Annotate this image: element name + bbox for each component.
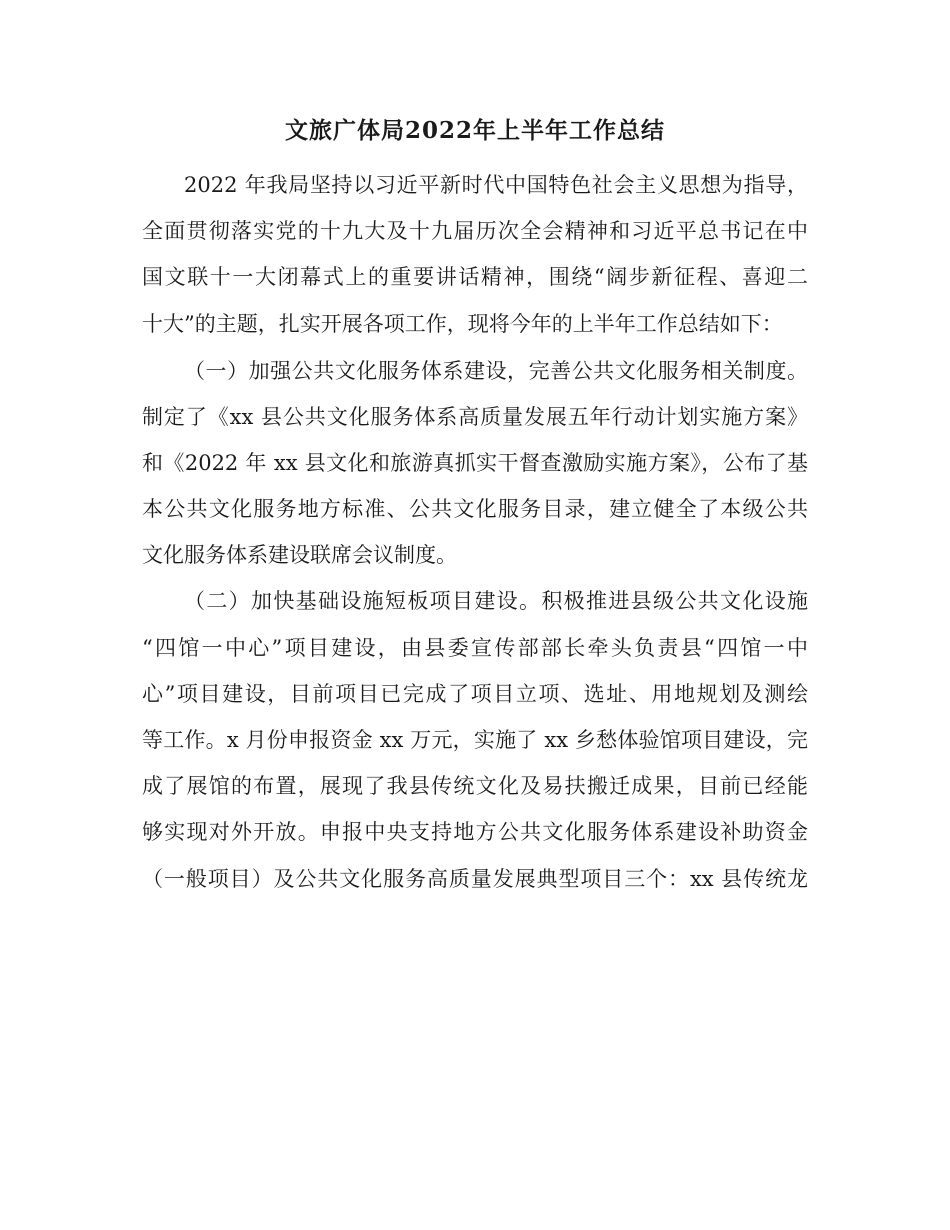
paragraph-line: 2022 年我局坚持以习近平新时代中国特色社会主义思想为指导， (184, 173, 808, 197)
paragraph-line: 全面贯彻落实党的十九大及十九届历次全会精神和习近平总书记在中 (142, 219, 808, 243)
paragraph-line: （一般项目）及公共文化服务高质量发展典型项目三个：xx 县传统龙 (142, 867, 808, 891)
document-title: 文旅广体局2022年上半年工作总结 (284, 117, 665, 144)
paragraph-line: 心”项目建设，目前项目已完成了项目立项、选址、用地规划及测绘 (142, 682, 808, 706)
paragraph-line: （一）加强公共文化服务体系建设，完善公共文化服务相关制度。 (184, 359, 808, 383)
paragraph-line: 文化服务体系建设联席会议制度。 (142, 543, 457, 567)
paragraph-line: 够实现对外开放。申报中央支持地方公共文化服务体系建设补助资金 (142, 820, 808, 844)
paragraph-line: 国文联十一大闭幕式上的重要讲话精神，围绕“阔步新征程、喜迎二 (142, 265, 808, 289)
paragraph-line: （二）加快基础设施短板项目建设。积极推进县级公共文化设施 (184, 589, 808, 613)
paragraph-line: 制定了《xx 县公共文化服务体系高质量发展五年行动计划实施方案》 (142, 405, 808, 429)
paragraph-line: 等工作。x 月份申报资金 xx 万元，实施了 xx 乡愁体验馆项目建设，完 (142, 728, 808, 752)
paragraph-line: “四馆一中心”项目建设，由县委宣传部部长牵头负责县“四馆一中 (142, 636, 808, 660)
paragraph-line: 十大”的主题，扎实开展各项工作，现将今年的上半年工作总结如下： (142, 312, 783, 336)
paragraph-line: 本公共文化服务地方标准、公共文化服务目录，建立健全了本级公共 (142, 497, 808, 521)
paragraph-line: 和《2022 年 xx 县文化和旅游真抓实干督查激励实施方案》，公布了基 (142, 451, 808, 475)
paragraph-line: 成了展馆的布置，展现了我县传统文化及易扶搬迁成果，目前已经能 (142, 774, 808, 798)
